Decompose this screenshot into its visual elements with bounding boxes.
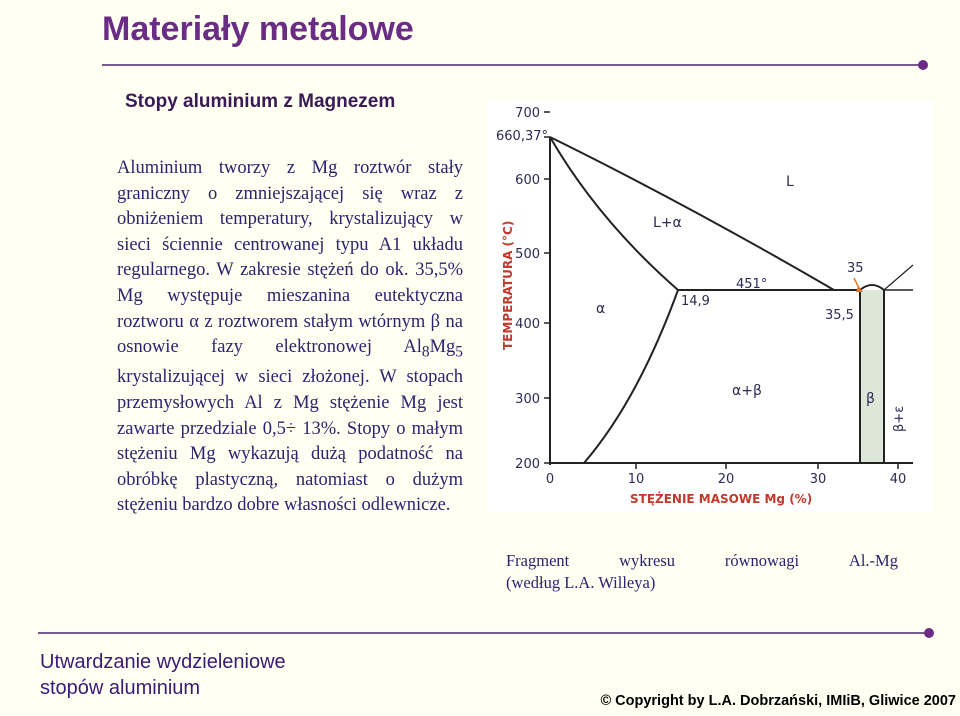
x-tick-label: 40 — [889, 472, 907, 487]
title-divider-dot — [918, 60, 928, 70]
body-line: stałym wtórnym β na osnowie fazy — [117, 311, 463, 358]
caption-line: (według L.A. Willeya) — [506, 573, 656, 592]
x-tick-label: 10 — [627, 472, 645, 487]
slide-title: Materiały metalowe — [102, 10, 414, 48]
x-tick-label: 30 — [809, 472, 827, 487]
region-label-l-alpha: L+α — [653, 215, 682, 231]
body-line: Aluminium tworzy z Mg roztwór stały — [117, 158, 463, 178]
y-tick-label: 200 — [515, 457, 540, 472]
region-label-liquid: L — [786, 174, 794, 190]
beta-region — [860, 290, 884, 462]
formula: $Al_8Mg_5$ — [403, 337, 463, 361]
body-line: krystalizującej w sieci złożonej. W — [117, 367, 397, 388]
y-axis-label: TEMPERATURA (°C) — [501, 220, 515, 350]
y-tick-label: 500 — [515, 247, 540, 262]
y-tick-label: 700 — [515, 106, 540, 121]
caption-line: Fragment wykresu równowagi Al.-Mg — [506, 551, 898, 570]
x-axis-label: STĘŻENIE MASOWE Mg (%) — [630, 492, 813, 506]
body-line: plastyczną, natomiast o dużym stężeniu — [117, 469, 464, 516]
figure-caption — [506, 550, 898, 594]
beta-top — [860, 285, 884, 290]
body-line: obniżeniem temperatury, krystalizujący — [117, 209, 434, 230]
title-divider — [102, 64, 922, 66]
region-label-beta: β — [866, 391, 875, 407]
footer-divider — [38, 632, 928, 634]
footer-divider-dot — [924, 628, 934, 638]
body-line: bardzo dobre własności odlewnicze. — [182, 495, 451, 516]
copyright-notice: © Copyright by L.A. Dobrzański, IMIiB, Gliwice 2007 — [600, 693, 956, 709]
body-line: eutektyczna roztworu α z roztworem — [117, 285, 463, 332]
eutectic-temp-label: 451° — [736, 277, 768, 292]
solubility-limit-label: 14,9 — [681, 294, 710, 309]
region-label-beta-eps: β+ε — [892, 405, 907, 432]
body-paragraph — [117, 156, 463, 519]
body-line: w sieci ściennie centrowanej typu A1 — [117, 209, 464, 255]
body-line: 13%. Stopy o małym stężeniu Mg — [117, 418, 464, 465]
y-tick-label: 660,37° — [496, 129, 548, 144]
body-line: do ok. 35,5% Mg występuje mieszanina — [117, 260, 463, 306]
body-line: wykazują dużą podatność na obróbkę — [117, 444, 463, 490]
y-tick-label: 400 — [515, 317, 540, 332]
x-tick-label: 0 — [545, 472, 555, 487]
slide-subtitle: Stopy aluminium z Magnezem — [125, 91, 396, 112]
body-line: układu regularnego. W zakresie stężeń — [117, 234, 463, 281]
eutectic-comp-label: 35,5 — [825, 308, 854, 323]
body-line: stężenie Mg jest zawarte przedziale 0,5÷ — [117, 393, 464, 439]
liquidus-line — [550, 137, 834, 290]
solidus-line — [550, 137, 678, 290]
y-tick-label: 300 — [515, 392, 540, 407]
y-tick-label: 600 — [515, 173, 540, 188]
beta-top-label: 35 — [847, 261, 864, 276]
region-label-alpha-beta: α+β — [732, 383, 762, 399]
x-tick-label: 20 — [717, 472, 735, 487]
body-line: graniczny o zmniejszającej się wraz z — [117, 183, 463, 204]
body-line: elektronowej $Al_8Mg_5$ — [275, 337, 463, 361]
phase-diagram — [488, 100, 932, 512]
body-line: stopach przemysłowych Al z Mg — [117, 367, 463, 414]
footer-title: Utwardzanie wydzieleniowe stopów aluminium — [40, 651, 286, 699]
region-label-alpha: α — [596, 301, 606, 317]
